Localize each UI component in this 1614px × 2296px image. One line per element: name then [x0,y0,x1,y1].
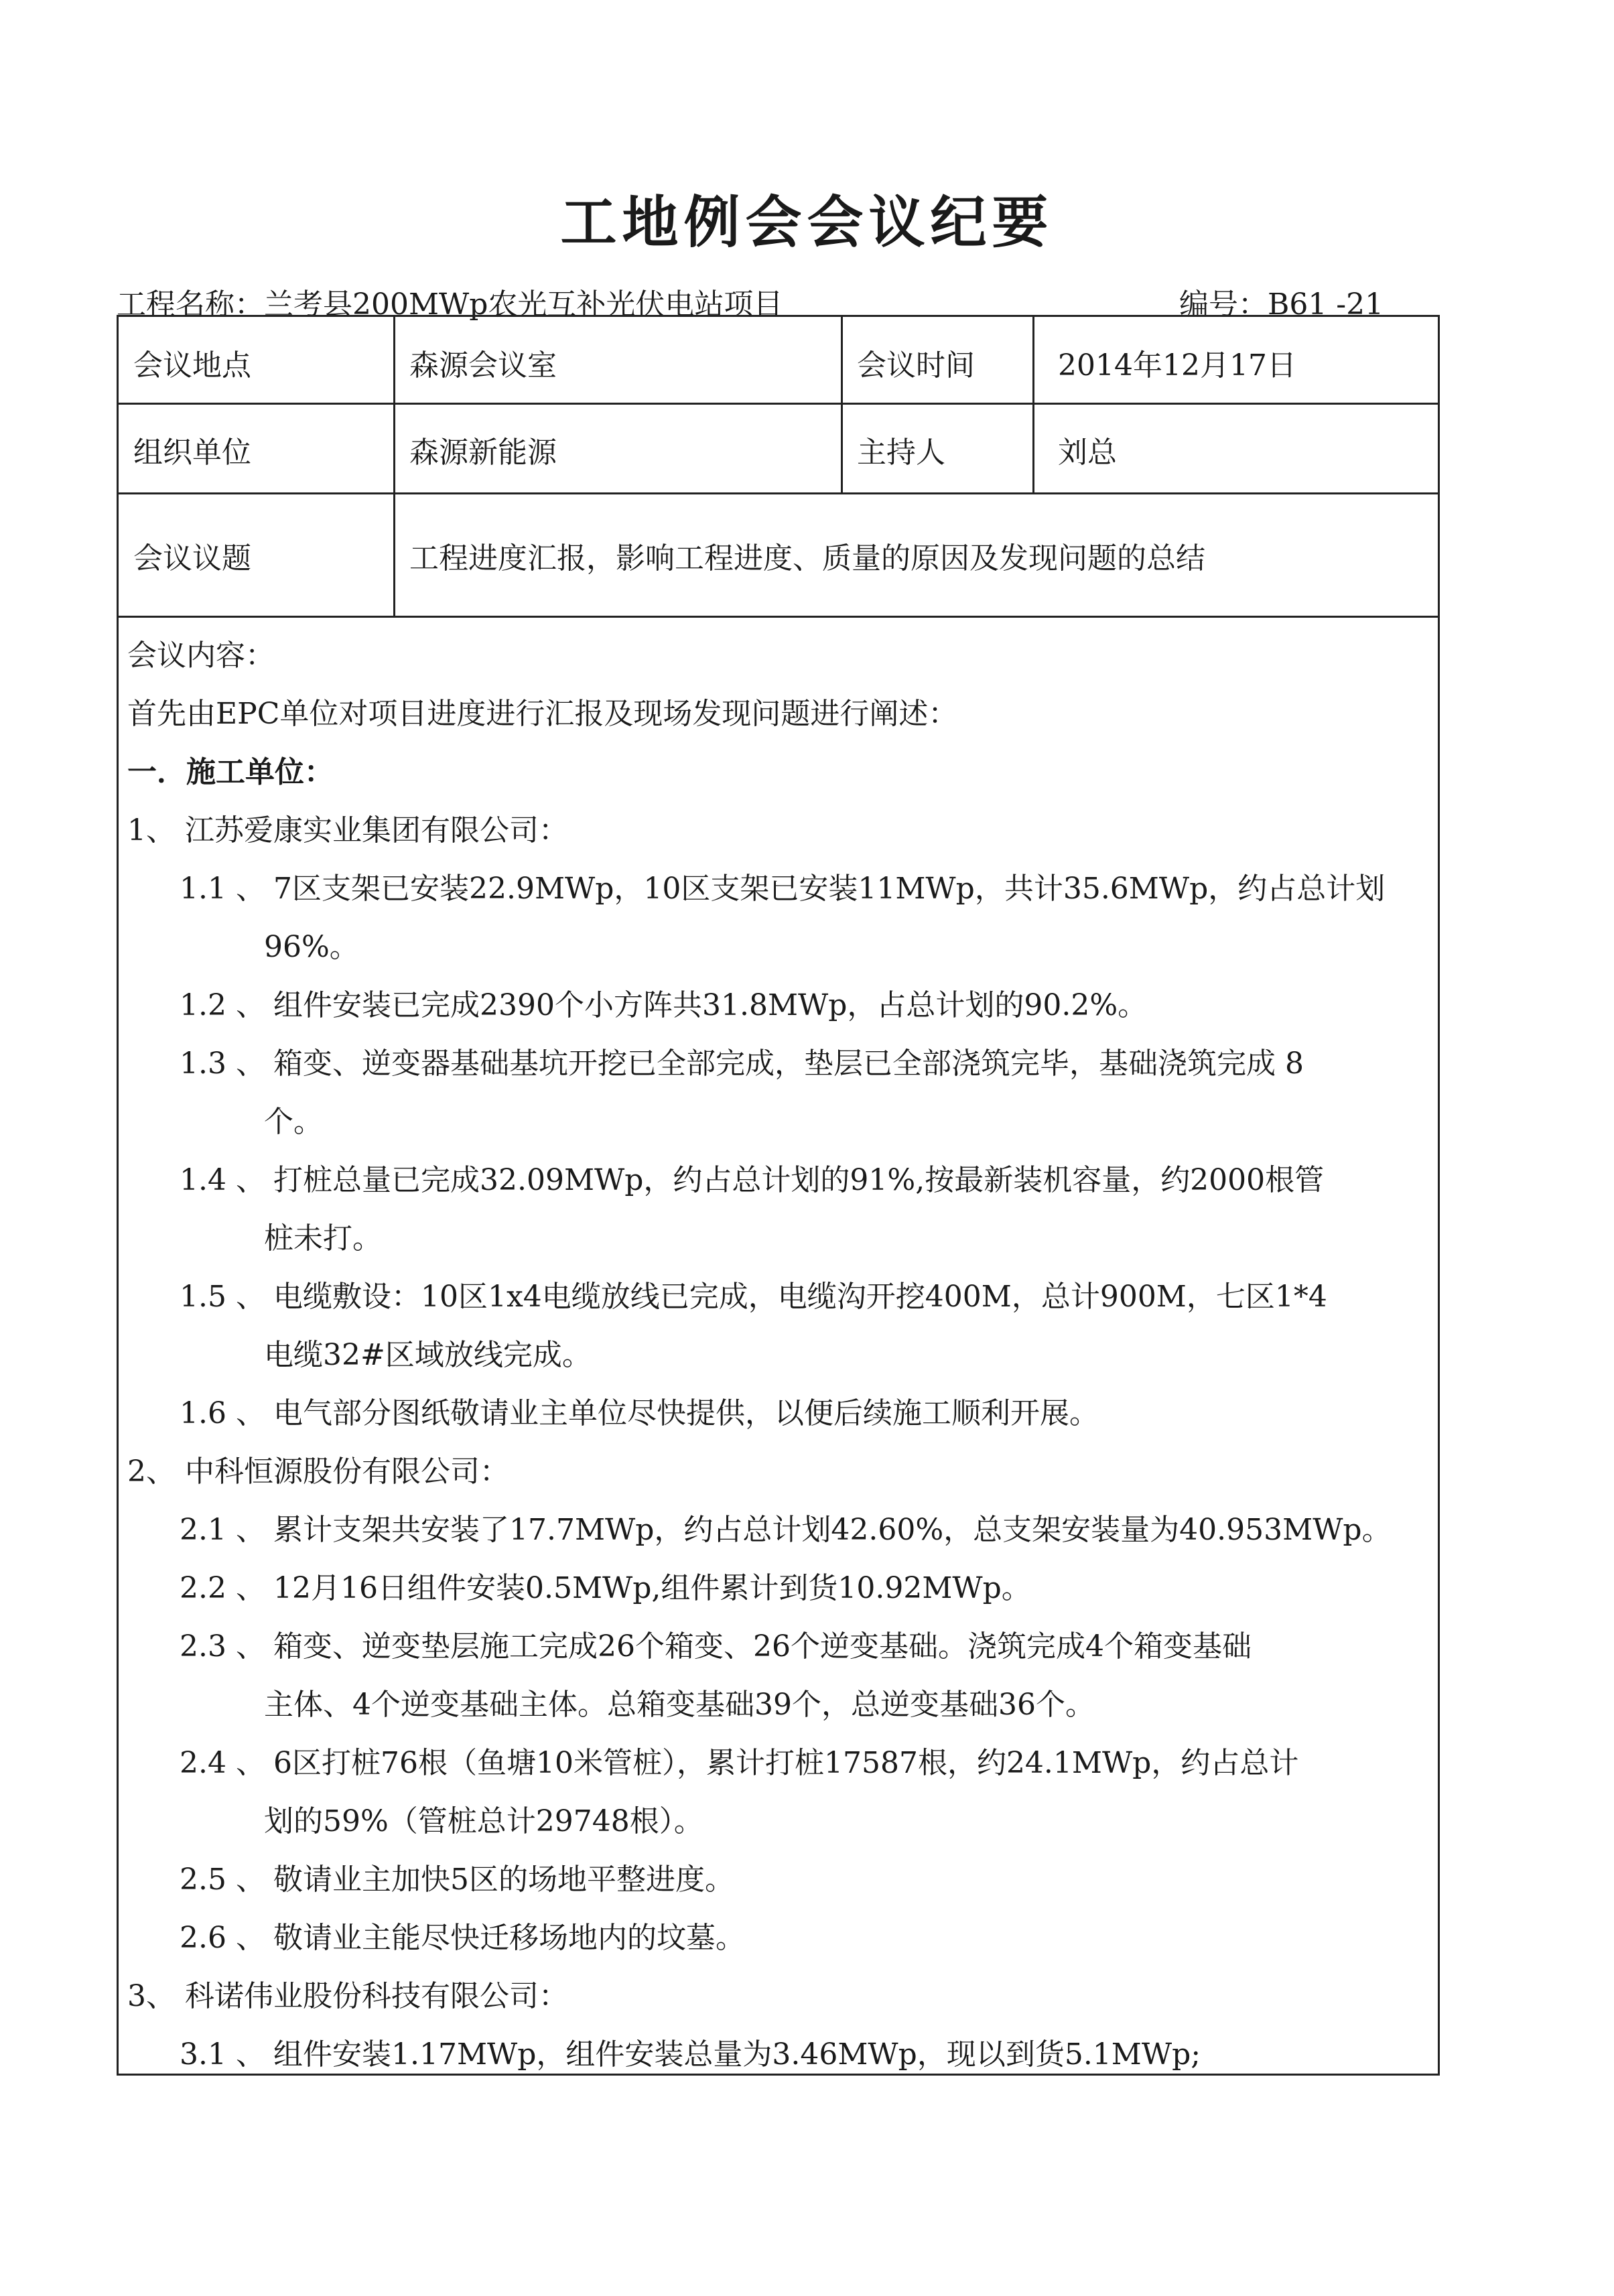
list-item [127,1909,1420,1967]
row-divider [119,616,1438,618]
column-divider [1032,317,1034,492]
item-text: 7区支架已安装22.9MWp，10区支架已安装11MWp，共计35.6MWp，约占总计划 [273,872,1386,906]
list-item [127,1034,1420,1093]
item-text: 敬请业主加快5区的场地平整进度。 [273,1863,734,1897]
item-number: 2.2 、 [180,1571,265,1605]
item-continuation: 个。 [264,1105,323,1139]
content-intro: 首先由EPC单位对项目进度进行汇报及现场发现问题进行阐述： [127,697,958,731]
item-text: 累计支架共安装了17.7MWp，约占总计划42.60%，总支架安装量为40.953MWp。 [273,1513,1392,1547]
project-name: 工程名称：兰考县200MWp农光互补光伏电站项目 [117,287,783,322]
list-item [127,1501,1420,1559]
place-label: 会议地点 [133,348,251,383]
item-text: 电缆敷设：10区1x4电缆放线已完成，电缆沟开挖400M，总计900M，七区1*4 [273,1280,1327,1314]
item-continuation: 电缆32#区域放线完成。 [264,1338,592,1372]
item-number: 2.1 、 [180,1513,265,1547]
item-text: 组件安装已完成2390个小方阵共31.8MWp，占总计划的90.2%。 [273,988,1148,1022]
item-continuation: 桩未打。 [264,1221,382,1256]
list-item [127,1734,1420,1792]
company-title: 2、 中科恒源股份有限公司： [127,1455,509,1489]
topic-label: 会议议题 [133,541,251,576]
column-divider [393,317,395,616]
list-item [127,2025,1420,2084]
topic-value: 工程进度汇报，影响工程进度、质量的原因及发现问题的总结 [409,541,1205,576]
item-text: 电气部分图纸敬请业主单位尽快提供，以便后续施工顺利开展。 [273,1396,1099,1430]
row-divider [119,492,1438,494]
item-number: 1.3 、 [180,1046,265,1081]
content-heading: 会议内容： [127,638,275,673]
org-label: 组织单位 [133,435,251,470]
place-value: 森源会议室 [409,348,557,383]
time-label: 会议时间 [857,348,975,383]
item-number: 1.6 、 [180,1396,265,1430]
item-number: 2.3 、 [180,1629,265,1664]
document-title: 工地例会会议纪要 [560,190,1054,255]
item-number: 1.1 、 [180,872,265,906]
host-label: 主持人 [857,435,945,470]
column-divider [841,317,843,492]
host-value: 刘总 [1058,435,1117,470]
item-continuation: 96%。 [264,930,359,964]
item-text: 打桩总量已完成32.09MWp，约占总计划的91%,按最新装机容量，约2000根管 [273,1163,1325,1197]
list-item [127,1559,1420,1617]
row-divider [119,403,1438,405]
meeting-content [127,626,1420,2084]
item-number: 3.1 、 [180,2037,265,2072]
item-text: 组件安装1.17MWp，组件安装总量为3.46MWp，现以到货5.1MWp; [273,2037,1201,2072]
section-heading: 一．施工单位： [127,755,334,789]
item-number: 1.2 、 [180,988,265,1022]
org-value: 森源新能源 [409,435,557,470]
item-text: 6区打桩76根（鱼塘10米管桩），累计打桩17587根，约24.1MWp，约占总计 [273,1746,1299,1780]
item-number: 1.5 、 [180,1280,265,1314]
item-number: 2.6 、 [180,1921,265,1955]
item-text: 12月16日组件安装0.5MWp,组件累计到货10.92MWp。 [273,1571,1031,1605]
item-continuation: 划的59%（管桩总计29748根）。 [264,1804,703,1838]
list-item [127,1850,1420,1909]
company-title: 3、 科诺伟业股份科技有限公司： [127,1979,568,2013]
item-number: 2.4 、 [180,1746,265,1780]
document-number: 编号：B61 -21 [1179,287,1384,322]
item-continuation: 主体、4个逆变基础主体。总箱变基础39个，总逆变基础36个。 [264,1688,1095,1722]
list-item [127,1268,1420,1326]
item-number: 1.4 、 [180,1163,265,1197]
company-title: 1、 江苏爱康实业集团有限公司： [127,813,568,848]
item-text: 敬请业主能尽快迁移场地内的坟墓。 [273,1921,745,1955]
list-item [127,1617,1420,1676]
item-text: 箱变、逆变器基础基坑开挖已全部完成，垫层已全部浇筑完毕，基础浇筑完成 8 [273,1046,1304,1081]
item-number: 2.5 、 [180,1863,265,1897]
list-item [127,1384,1420,1442]
item-text: 箱变、逆变垫层施工完成26个箱变、26个逆变基础。浇筑完成4个箱变基础 [273,1629,1252,1664]
list-item [127,860,1420,918]
time-value: 2014年12月17日 [1058,348,1296,383]
list-item [127,976,1420,1034]
list-item [127,1151,1420,1209]
